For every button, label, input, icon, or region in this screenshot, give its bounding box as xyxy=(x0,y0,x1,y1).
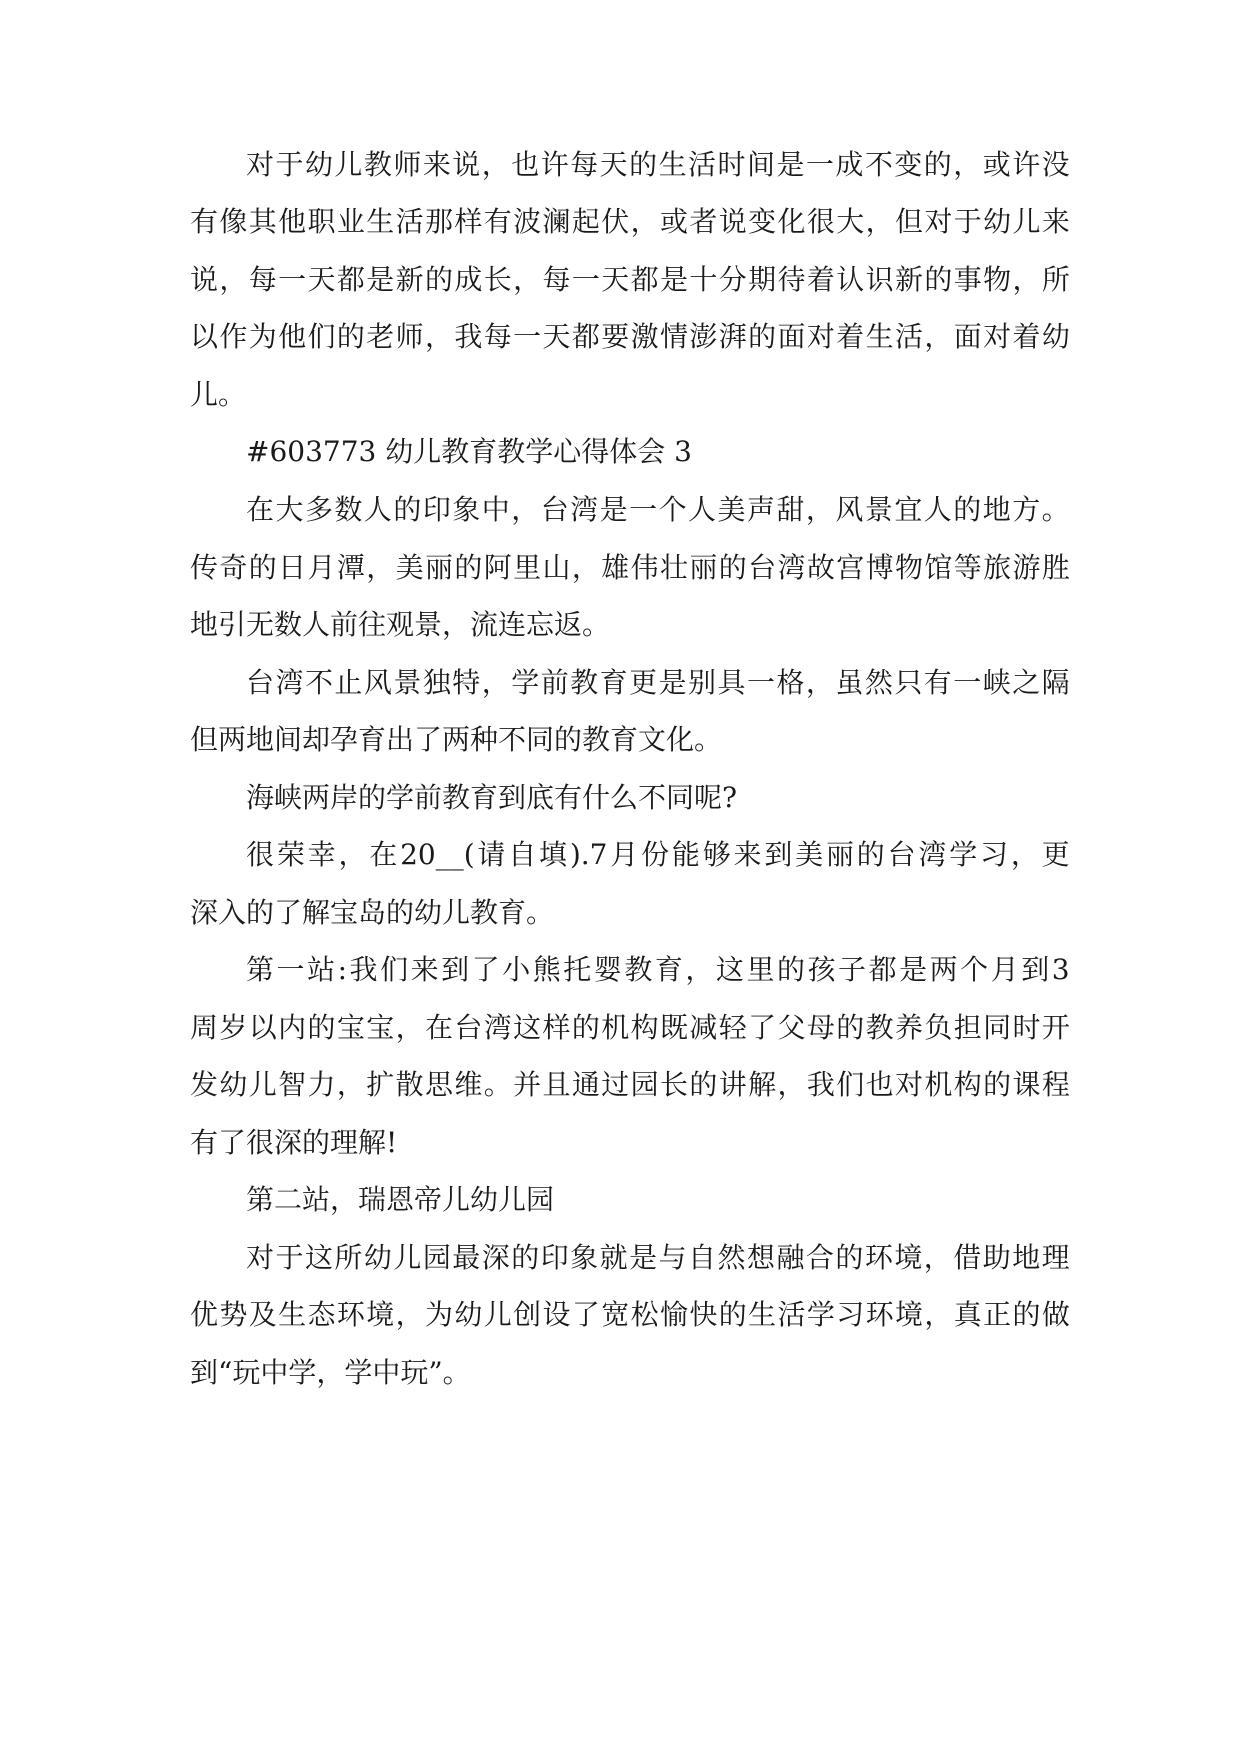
paragraph-line: 台 湾 不 止 风 景 独 特 ， 学 前 教 育 更 是 别 具 一 格 ， 虽 然 只 有 一 峡 之 隔 xyxy=(246,666,1070,699)
paragraph-line: 深入的了解宝岛的幼儿教育。 xyxy=(190,896,555,929)
paragraph-line: 在 大 多 数 人 的 印 象 中 ， 台 湾 是 一 个 人 美 声 甜 ， 风 景 宜 人 的 地 方 。 xyxy=(246,493,1070,526)
paragraph-line: 有了很深的理解! xyxy=(190,1126,398,1159)
paragraph-line: 优 势 及 生 态 环 境 ， 为 幼 儿 创 设 了 宽 松 愉 快 的 生 活 学 习 环 境 ， 真 正 的 做 xyxy=(190,1298,1070,1331)
paragraph-line: 到“玩中学，学中玩”。 xyxy=(190,1356,471,1389)
paragraph-line: 对 于 幼 儿 教 师 来 说 ， 也 许 每 天 的 生 活 时 间 是 一 成 不 变 的 ， 或 许 没 xyxy=(246,148,1070,181)
paragraph-line: 地引无数人前往观景，流连忘返。 xyxy=(190,608,611,641)
paragraph-line: 以 作 为 他 们 的 老 师 ， 我 每 一 天 都 要 激 情 澎 湃 的 面 对 着 生 活 ， 面 对 着 幼 xyxy=(190,320,1070,353)
paragraph-line: 儿。 xyxy=(190,378,247,411)
paragraph-line: 很 荣 幸 ， 在 20__( 请 自 填 ).7 月 份 能 够 来 到 美 丽 的 台 湾 学 习 ， 更 xyxy=(246,838,1070,871)
paragraph-line: 说 ， 每 一 天 都 是 新 的 成 长 ， 每 一 天 都 是 十 分 期 待 着 认 识 新 的 事 物 ， 所 xyxy=(190,263,1070,296)
paragraph-line: 传 奇 的 日 月 潭 ， 美 丽 的 阿 里 山 ， 雄 伟 壮 丽 的 台 湾 故 宫 博 物 馆 等 旅 游 胜 xyxy=(190,551,1070,584)
paragraph-line: 发 幼 儿 智 力 ， 扩 散 思 维 。 并 且 通 过 园 长 的 讲 解 ， 我 们 也 对 机 构 的 课 程 xyxy=(190,1068,1070,1101)
paragraph-line: 第 一 站 : 我 们 来 到 了 小 熊 托 婴 教 育 ， 这 里 的 孩 子 都 是 两 个 月 到 3 xyxy=(246,953,1070,986)
paragraph-line: 周 岁 以 内 的 宝 宝 ， 在 台 湾 这 样 的 机 构 既 减 轻 了 父 母 的 教 养 负 担 同 时 开 xyxy=(190,1011,1070,1044)
section-heading: #603773 幼儿教育教学心得体会 3 xyxy=(246,435,692,468)
paragraph-line: 但两地间却孕育出了两种不同的教育文化。 xyxy=(190,723,723,756)
paragraph-line: 第二站，瑞恩帝儿幼儿园 xyxy=(246,1183,555,1216)
paragraph-line: 海峡两岸的学前教育到底有什么不同呢? xyxy=(246,781,738,814)
paragraph-line: 有 像 其 他 职 业 生 活 那 样 有 波 澜 起 伏 ， 或 者 说 变 化 很 大 ， 但 对 于 幼 儿 来 xyxy=(190,205,1070,238)
paragraph-line: 对 于 这 所 幼 儿 园 最 深 的 印 象 就 是 与 自 然 想 融 合 的 环 境 ， 借 助 地 理 xyxy=(246,1241,1070,1274)
